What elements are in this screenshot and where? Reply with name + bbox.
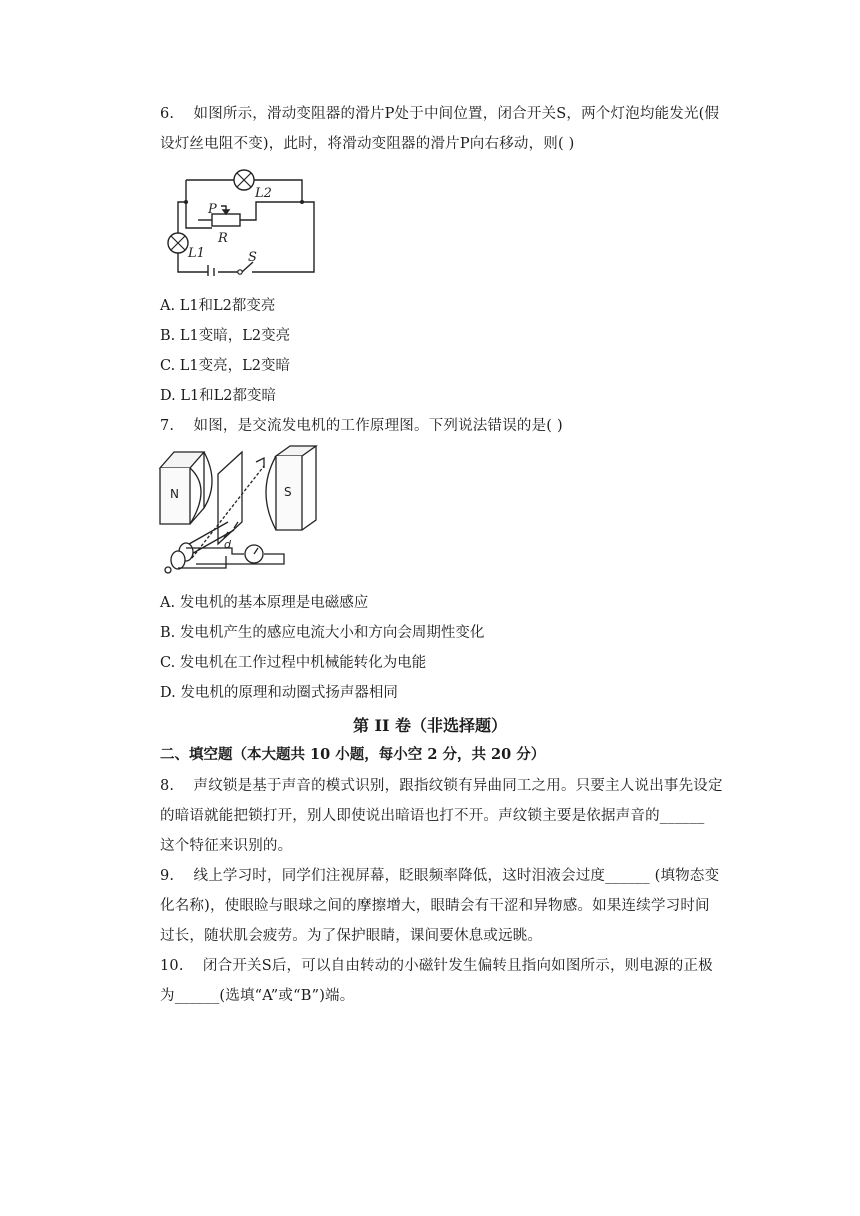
q6-circuit-figure [158,166,323,276]
q8-line3: 这个特征来识别的。 [160,838,293,854]
q8-text-1: 声纹锁是基于声音的模式识别，跟指纹锁有异曲同工之用。只要主人说出事先设定 [193,778,723,794]
q6-number: 6. [160,106,175,122]
q8-line2: 的暗语就能把锁打开，别人即使说出暗语也打不开。声纹锁主要是依据声音的______ [160,808,705,824]
label-d: d [224,538,231,551]
q6-line1 [160,104,719,124]
q6-option-b[interactable]: B. L1变暗，L2变亮 [160,328,291,344]
label-l2: L2 [255,186,272,201]
q9-number: 9. [160,868,175,884]
q8-number: 8. [160,778,175,794]
q10-line1 [160,956,713,976]
q10-line2: 为______(选填“A”或“B”)端。 [160,988,355,1004]
q7-text-1: 如图，是交流发电机的工作原理图。下列说法错误的是( ) [193,418,563,434]
label-p: P [208,202,217,217]
q6-option-a[interactable]: A. L1和L2都变亮 [160,298,276,314]
q8-line1 [160,776,723,796]
q7-option-c[interactable]: C. 发电机在工作过程中机械能转化为电能 [160,655,427,671]
label-n: N [170,487,179,501]
q9-line3: 过长，随状肌会疲劳。为了保护眼睛，课间要休息或远眺。 [160,928,543,944]
q7-option-a[interactable]: A. 发电机的基本原理是电磁感应 [160,595,369,611]
q7-option-b[interactable]: B. 发电机产生的感应电流大小和方向会周期性变化 [160,625,485,641]
q10-number: 10. [160,958,184,974]
q6-line2: 设灯丝电阻不变)，此时，将滑动变阻器的滑片P向右移动，则( ) [160,136,575,152]
q7-number: 7. [160,418,175,434]
junction-dot [184,200,188,204]
section-title: 第 II 卷（非选择题） [352,716,508,735]
q7-option-d[interactable]: D. 发电机的原理和动圈式扬声器相同 [160,685,398,701]
q9-line2: 化名称)，使眼睑与眼球之间的摩擦增大，眼睛会有干涩和异物感。如果连续学习时间 [160,898,710,914]
q9-text-1: 线上学习时，同学们注视屏幕，眨眼频率降低，这时泪液会过度______ (填物态变 [193,868,720,884]
label-s-magnet: S [284,485,292,499]
q10-text-1: 闭合开关S后，可以自由转动的小磁针发生偏转且指向如图所示，则电源的正极 [202,958,713,974]
lamp-l1-icon [168,233,188,253]
label-r: R [218,231,228,246]
q6-option-d[interactable]: D. L1和L2都变暗 [160,388,277,404]
label-s: S [248,250,257,265]
junction-dot [300,200,304,204]
q6-text-1: 如图所示，滑动变阻器的滑片P处于中间位置，闭合开关S，两个灯泡均能发光(假 [193,106,720,122]
switch-contact [238,270,242,274]
q7-generator-figure [156,444,326,578]
lamp-l2-icon [234,170,254,190]
label-l1: L1 [188,246,205,261]
q9-line1 [160,866,719,886]
q6-option-c[interactable]: C. L1变亮，L2变暗 [160,358,291,374]
q7-line1 [160,416,563,436]
section-subtitle: 二、填空题（本大题共 10 小题，每小空 2 分，共 20 分） [160,746,546,763]
